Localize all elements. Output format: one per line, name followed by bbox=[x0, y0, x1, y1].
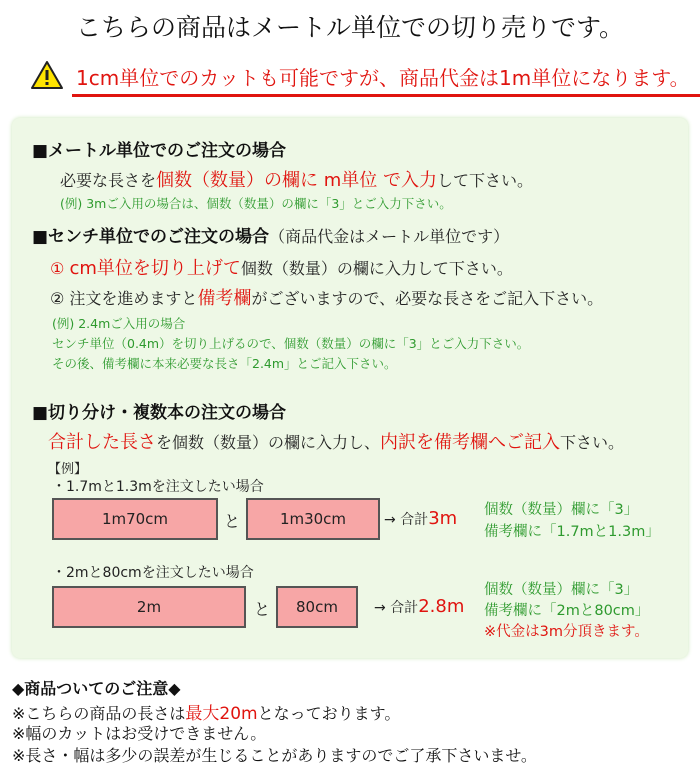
centimeter-step-2 bbox=[50, 284, 603, 310]
centimeter-order-heading bbox=[32, 222, 509, 247]
meter-order-text-pre: 必要な長さを bbox=[60, 171, 157, 190]
meter-order-example: (例) 3mご入用の場合は、個数（数量）の欄に「3」とご入力下さい。 bbox=[60, 196, 452, 211]
step-1-text: 個数（数量）の欄に入力して下さい。 bbox=[240, 259, 513, 278]
meter-order-text-highlight: 個数（数量）の欄に m単位 で入力 bbox=[156, 170, 437, 191]
step-1-number: ① bbox=[50, 259, 65, 278]
case-2-total bbox=[374, 596, 464, 617]
split-order-heading: ■切り分け・複数本の注文の場合 bbox=[32, 403, 287, 423]
notice bbox=[30, 60, 690, 94]
centimeter-example-1: (例) 2.4mご入用の場合 bbox=[52, 316, 186, 331]
case-1-piece-a: 1m70cm bbox=[52, 498, 218, 540]
case-2-piece-b: 80cm bbox=[276, 586, 358, 628]
case-2-and: と bbox=[254, 600, 271, 619]
example-label: 【例】 bbox=[48, 462, 88, 477]
caution-heading: ◆商品ついてのご注意◆ bbox=[12, 679, 181, 698]
centimeter-order-heading-note: （商品代金はメートル単位です） bbox=[269, 227, 510, 246]
case-2-note-quantity: 個数（数量）欄に「3」 bbox=[484, 582, 639, 598]
caution-max-length-pre: ※こちらの商品の長さは bbox=[12, 704, 186, 723]
order-instructions-panel bbox=[12, 118, 688, 658]
case-2-note-price: ※代金は3m分頂きます。 bbox=[484, 624, 649, 640]
page-title: こちらの商品はメートル単位での切り売りです。 bbox=[75, 13, 624, 42]
case-2-arrow: → 合計 bbox=[374, 600, 419, 616]
case-2-piece-a: 2m bbox=[52, 586, 246, 628]
caution-width-cut: ※幅のカットはお受けできません。 bbox=[12, 724, 267, 743]
step-2-text-pre: ② 注文を進めますと bbox=[50, 289, 198, 308]
centimeter-example-3: その後、備考欄に本来必要な長さ「2.4m」とご記入下さい。 bbox=[52, 356, 397, 371]
split-order-instruction bbox=[48, 428, 624, 454]
case-2-note-remarks: 備考欄に「2mと80cm」 bbox=[484, 603, 650, 619]
caution-max-length-post: となっております。 bbox=[257, 704, 401, 723]
meter-order-heading: ■メートル単位でのご注文の場合 bbox=[32, 141, 287, 161]
step-2-text-post: がございますので、必要な長さをご記入下さい。 bbox=[251, 289, 604, 308]
case-2-total-value: 2.8m bbox=[418, 596, 465, 617]
step-2-highlight: 備考欄 bbox=[197, 288, 252, 309]
caution-max-length-value: 最大20m bbox=[185, 704, 258, 724]
notice-text: 1cm単位でのカットも可能ですが、商品代金は1m単位になります。 bbox=[76, 66, 690, 90]
case-1-and: と bbox=[224, 512, 241, 531]
split-order-text-mid: を個数（数量）の欄に入力し、 bbox=[156, 433, 381, 452]
case-1-piece-b: 1m30cm bbox=[246, 498, 380, 540]
notice-underline bbox=[72, 94, 700, 97]
centimeter-example-2: センチ単位（0.4m）を切り上げるので、個数（数量）の欄に「3」とご入力下さい。 bbox=[52, 336, 530, 351]
step-1-highlight: cm単位を切り上げて bbox=[69, 258, 241, 279]
split-order-highlight-2: 内訳を備考欄へご記入 bbox=[380, 432, 561, 453]
case-1-note-quantity: 個数（数量）欄に「3」 bbox=[484, 502, 639, 518]
meter-order-text-post: して下さい。 bbox=[437, 171, 534, 190]
centimeter-step-1 bbox=[50, 254, 513, 280]
split-order-highlight-1: 合計した長さ bbox=[48, 432, 156, 453]
caution-tolerance: ※長さ・幅は多少の誤差が生じることがありますのでご了承下さいませ。 bbox=[12, 746, 537, 765]
warning-icon bbox=[30, 60, 64, 90]
split-order-text-post: 下さい。 bbox=[560, 433, 625, 452]
meter-order-instruction bbox=[60, 166, 533, 192]
case-1-total bbox=[384, 508, 457, 529]
case-1-arrow: → 合計 bbox=[384, 512, 429, 528]
case-2-label: ・2mと80cmを注文したい場合 bbox=[52, 565, 254, 581]
case-1-total-value: 3m bbox=[428, 508, 458, 529]
case-1-label: ・1.7mと1.3mを注文したい場合 bbox=[52, 479, 264, 495]
centimeter-order-heading-text: ■センチ単位でのご注文の場合 bbox=[32, 227, 270, 247]
case-1-note-remarks: 備考欄に「1.7mと1.3m」 bbox=[484, 524, 660, 540]
